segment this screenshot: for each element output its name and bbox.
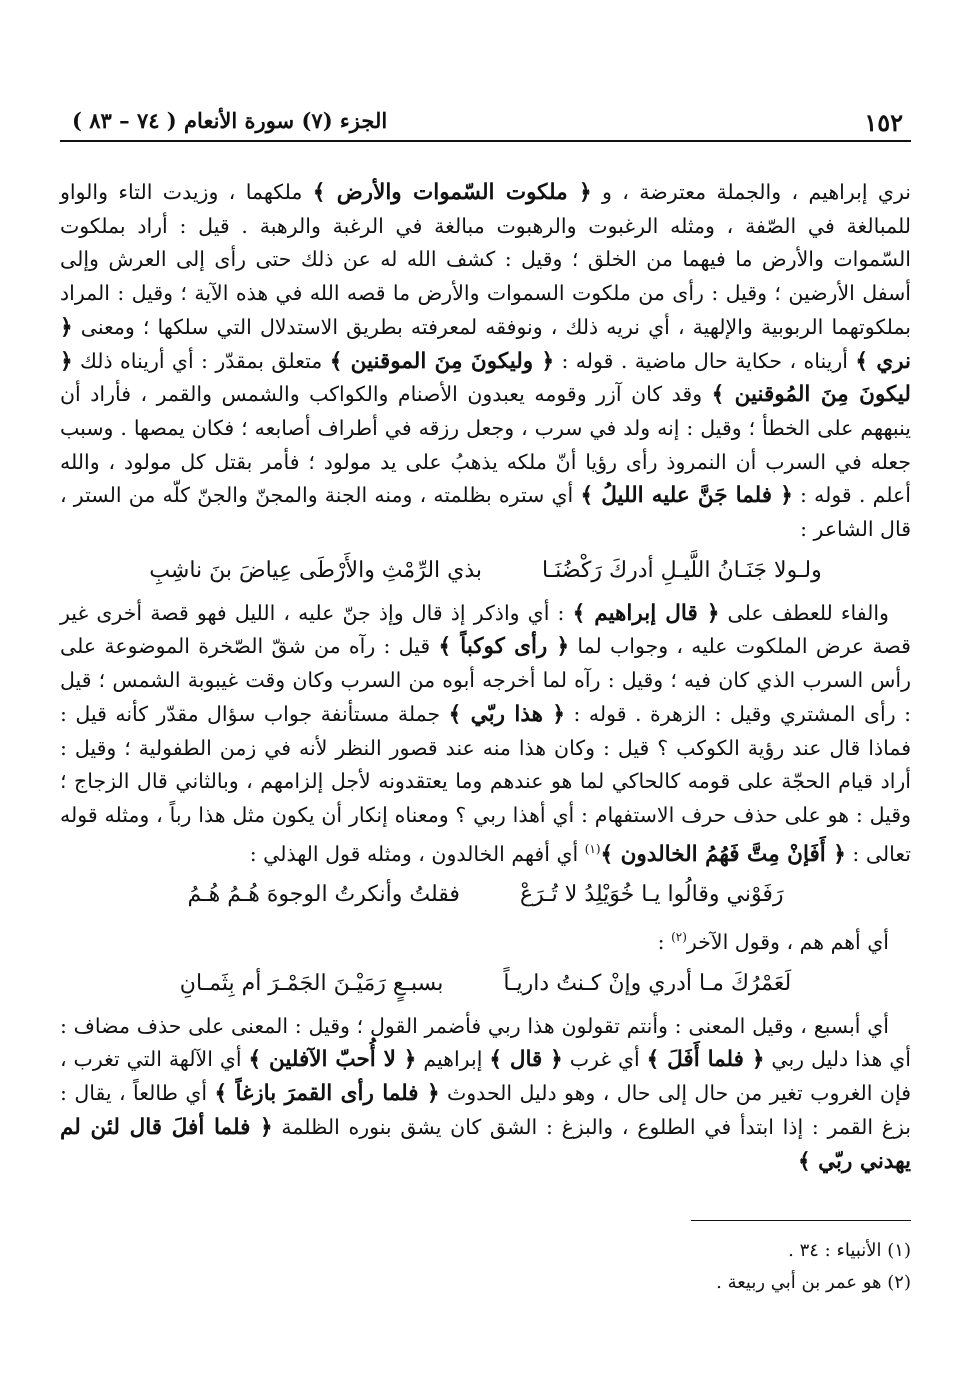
page-body [60, 176, 911, 1299]
verse-second-hemistich: فقلتُ وأنكرتُ الوجوهَ هُـمُ هُـمُ [187, 882, 460, 908]
quran-quote: ﴿ فلما أفلَ قال لئن لم يهدني ربّي ﴾ [60, 1114, 911, 1174]
verse-first-hemistich: لَعَمْرُكَ مـا أدري وإنْ كـنتُ داريـاً [503, 970, 792, 996]
page-header [60, 100, 911, 142]
poetry-verse-1 [60, 549, 911, 593]
footnote-1: (١) الأنبياء : ٣٤ . [788, 1240, 911, 1262]
verse-second-hemistich: بسبـعٍ رَمَيْـنَ الجَمْـرَ أم بِثَمـانِ [179, 970, 444, 996]
running-head: الجزء (٧) سورة الأنعام ( ٧٤ – ٨٣ ) [72, 108, 388, 133]
verse-first-hemistich: رَفَوْني وقالُوا يـا خُوَيْلِدُ لا تُـرَعْ [519, 882, 784, 908]
footnote-2: (٢) هو عمر بن أبي ربيعة . [716, 1272, 911, 1294]
quran-quote: ﴿ هذا ربّي ﴾ [448, 701, 566, 727]
text-run: أي أفهم الخالدون ، ومثله قول الهذلي : [249, 841, 579, 866]
text-run: وقد كان آزر وقومه يعبدون الأصنام والكواكب والشمس والقمر ، فأراد أن ينبههم على الخطأ ؛ وقيل : إنه ولد في سرب ، وجعل رزقه في أطراف أصابعه ؛ فكان يمصها . وسبب جعله في السرب أن النمروذ رأى رؤيا أنّ ملكه يذهبُ على يد مولود ؛ فأمر بقتل كل مولود ، والله أعلم . قوله : [60, 382, 911, 508]
page [60, 100, 911, 1299]
quran-quote: ﴿ أَفَإنْ مِتَّ فَهُمُ الخالدون ﴾ [600, 841, 846, 867]
quran-quote: ﴿ قال إبراهيم ﴾ [572, 600, 720, 626]
quran-quote: ﴿ ملكوت السّموات والأرض ﴾ [312, 180, 592, 205]
text-run: : أي واذكر إذ قال وإذ جنّ عليه ، الليل فهو قصة أخرى غير قصة عرض الملكوت عليه ، وجواب لما [60, 600, 911, 659]
footnote-ref-1[interactable]: (١) [584, 841, 601, 856]
text-run: والفاء للعطف على [727, 600, 889, 625]
text-run: أي ستره بظلمته ، ومنه الجنة والمجنّ والجنّ كلّه من الستر ، قال الشاعر : [60, 483, 911, 542]
footnote-ref-2[interactable]: (٢) [671, 930, 687, 945]
quran-quote: ﴿ وليكونَ مِنَ الموقنين ﴾ [329, 348, 555, 374]
poetry-verse-3 [60, 962, 911, 1006]
quran-quote: ﴿ فلما رأى القمرَ بازغاً ﴾ [214, 1081, 440, 1107]
paragraph-3 [60, 921, 911, 960]
verse-second-hemistich: بذي الرِّمْثِ والأَرْطَى عِياضَ بنَ ناشِبِ [149, 557, 483, 583]
footnote-divider [691, 1220, 911, 1221]
quran-quote: ﴿ رأى كوكباً ﴾ [438, 634, 570, 660]
text-run: أريناه ، حكاية حال ماضية . قوله : [561, 348, 848, 373]
text-run: أي أهم هم ، وقول الآخر [686, 930, 889, 955]
text-run: متعلق بمقدّر : أي أريناه ذلك [80, 348, 323, 373]
text-run: جملة مستأنفة جواب سؤال مقدّر كأنه قيل : فماذا قال عند رؤية الكوكب ؟ قيل : وكان هذا منه عند قصور النظر لأنه في زمن الطفولية ؛ وقيل : أراد قيام الحجّة على قومه كالحاكي لما هو عندهم وما يعتقدونه لأجل إلزامهم ، وبالثاني قال الزجاج ؛ وقيل : هو على حذف حرف الاستفهام : أي أهذا ربي ؟ ومعناه إنكار أن يكون مثل هذا رباً ، ومثله قوله تعالى : [60, 701, 911, 866]
text-run: أي أبسبع ، وقيل المعنى : وأنتم تقولون هذا ربي فأضمر القول ؛ وقيل : المعنى على حذف مضاف : أي هذا دليل ربي [60, 1013, 911, 1072]
text-run: قيل : رآه من شقّ الصّخرة الموضوعة على رأس السرب الذي كان فيه ؛ وقيل : رآه لما أخرجه أبوه من السرب وكان وقت غيبوبة الشمس ؛ قيل : رأى المشتري وقيل : الزهرة . قوله : [60, 634, 911, 726]
verse-first-hemistich: ولـولا جَنَـانُ اللَّيـلِ أدركَ رَكْضُنَـا [542, 557, 822, 583]
paragraph-1 [60, 176, 911, 547]
quran-quote: ﴿ نري ﴾ [60, 314, 911, 374]
text-run: ملكهما ، وزيدت التاء والواو للمبالغة في الصّفة ، ومثله الرغبوت والرهبوت مبالغة في الرغبة والرهبة . قيل : أراد بملكوت السّموات والأرض ما فيهما من الخلق ؛ وقيل : كشف الله له عن ذلك حتى رأى إلى العرش وإلى أسفل الأرضين ؛ وقيل : رأى من ملكوت السموات والأرض ما قصه الله في هذه الآية ؛ وقيل : المراد بملكوتهما الربوبية والإلهية ، أي نريه ذلك ، ونوفقه لمعرفته بطريق الاستدلال التي سلكها ؛ ومعنى [60, 180, 911, 339]
poetry-verse-2 [60, 873, 911, 917]
paragraph-4 [60, 1010, 911, 1179]
quran-quote: ﴿ فلما أَفَلَ ﴾ [646, 1047, 765, 1073]
text-run: نري إبراهيم ، والجملة معترضة ، و [602, 180, 911, 204]
quran-quote: ﴿ قال ﴾ [489, 1047, 563, 1073]
page-number: ١٥٢ [864, 108, 903, 137]
quran-quote: ﴿ ليكونَ مِنَ المُوقنين ﴾ [60, 348, 911, 408]
quran-quote: ﴿ فلما جَنَّ عليه الليلُ ﴾ [580, 483, 793, 509]
text-run: أي الآلهة التي تغرب ، فإن الغروب تغير من حال إلى حال ، وهو دليل الحدوث [60, 1047, 911, 1106]
text-run: : [657, 930, 665, 955]
quran-quote: ﴿ لا أُحبّ الآفلين ﴾ [248, 1047, 417, 1073]
text-run: إبراهيم [423, 1047, 483, 1072]
text-run: أي طالعاً ، يقال : بزغ القمر : إذا ابتدأ في الطلوع ، والبزغ : الشق كان يشق بنوره الظلمة [60, 1081, 911, 1139]
paragraph-2 [60, 597, 911, 871]
text-run: أي غرب [569, 1047, 640, 1072]
